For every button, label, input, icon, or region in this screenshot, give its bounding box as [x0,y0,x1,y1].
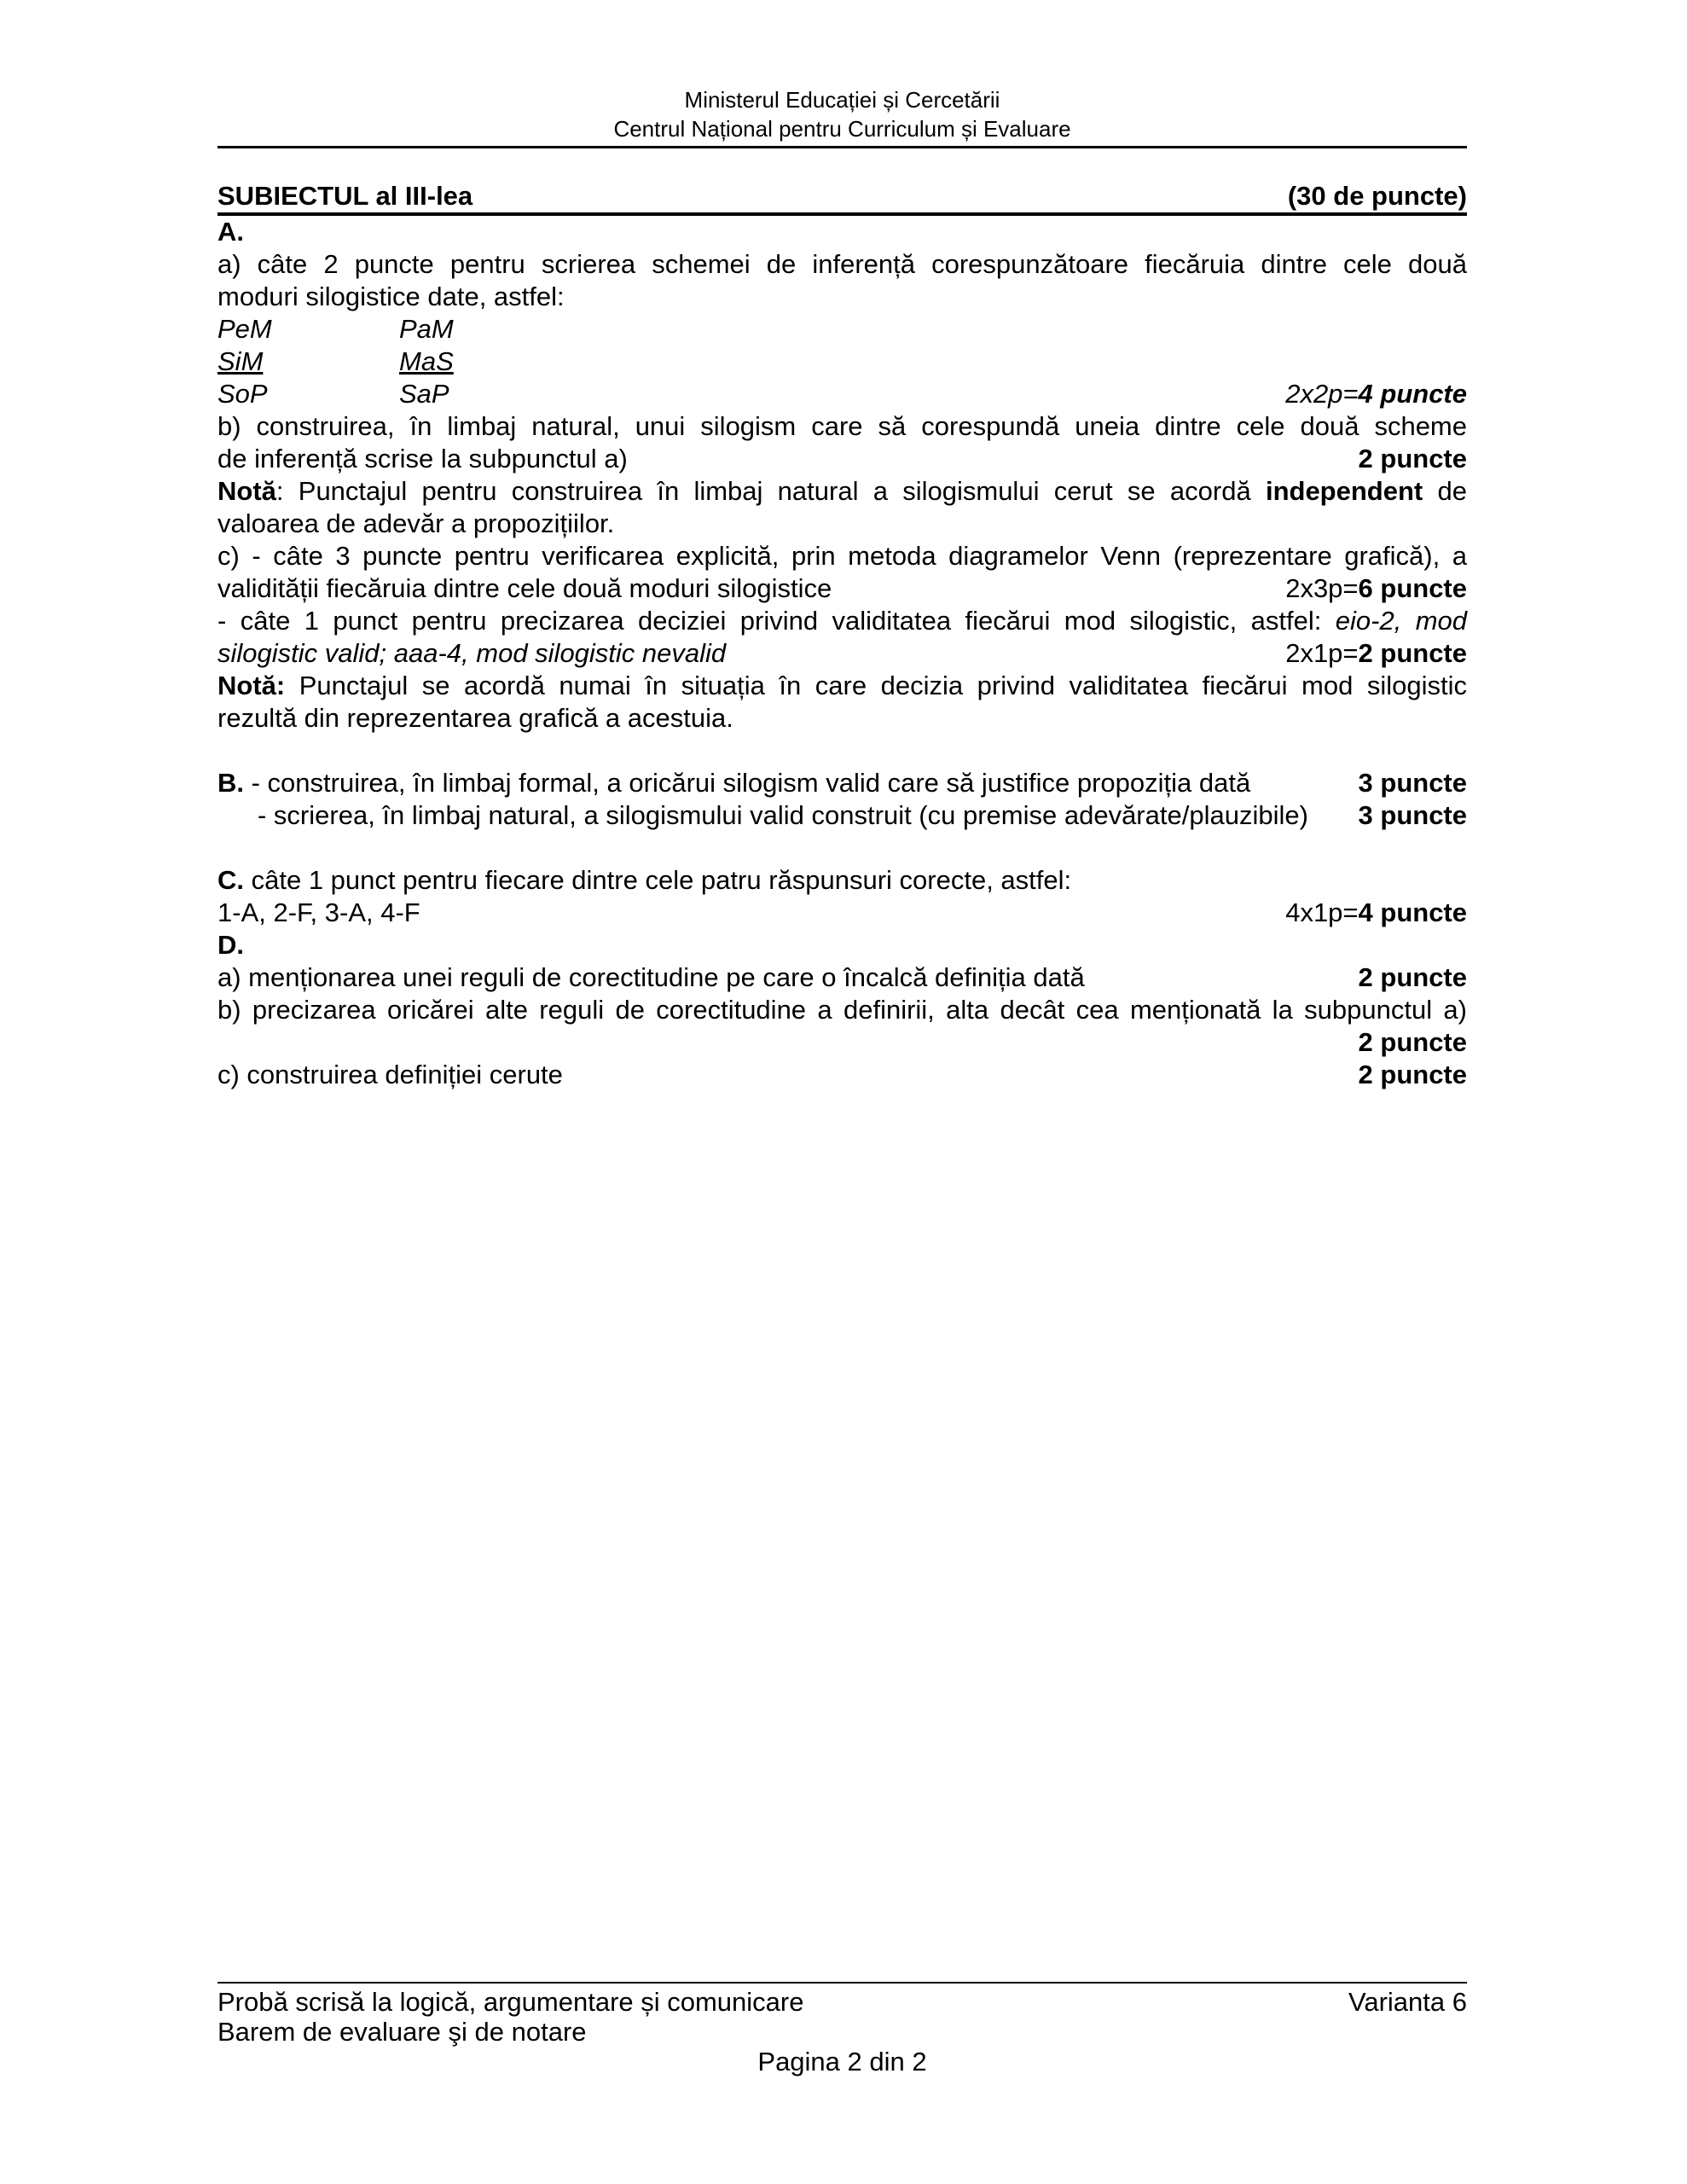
section-d-b-points: 2 puncte [1358,1027,1467,1057]
item-c-line-1: c) - câte 3 puncte pentru verificarea explicită, prin metoda diagramelor Venn (reprezentare grafică), a [217,541,1467,571]
section-c-points-formula: 4x1p= [1285,897,1359,927]
subject-title-row [217,180,1467,216]
note-2-line-1: Notă: Punctajul se acordă numai în situația în care decizia privind validitatea fiecărui mod silogistic [217,671,1467,700]
item-c-line-3: - câte 1 punct pentru precizarea deciziei privind validitatea fiecărui mod silogistic, astfel: eio-2, mod [217,606,1467,636]
section-c-answers: 1-A, 2-F, 3-A, 4-F [217,897,420,927]
section-d-c-points: 2 puncte [1358,1060,1467,1089]
item-a-points-formula: 2x2p= [1285,379,1359,409]
section-a-label: A. [217,217,244,247]
section-b-label: B. [217,768,244,798]
section-d-a-points: 2 puncte [1358,962,1467,992]
page-footer [217,1982,1467,2077]
scheme-premise-2-left: SiM [217,346,264,376]
header-ministry: Ministerul Educației și Cercetării [684,87,1000,113]
page-header [217,0,1467,148]
note-2-line-2: rezultă din reprezentarea grafică a acestuia. [217,703,733,733]
item-c-points-formula-2: 2x1p= [1285,638,1359,668]
note-1-emphasis: independent [1265,476,1423,506]
footer-variant: Varianta 6 [1348,1987,1467,2017]
header-center: Centrul Național pentru Curriculum și Evaluare [613,116,1071,142]
footer-exam-name: Probă scrisă la logică, argumentare și comunicare [217,1987,804,2017]
scheme-conclusion-left: SoP [217,379,268,409]
item-c-line-2: validității fiecăruia dintre cele două moduri silogistice 2x3p=6 puncte [217,573,1467,603]
scheme-premise-2-right: MaS [399,346,454,376]
blank-line [217,832,1467,864]
section-d-label: D. [217,930,244,960]
item-c-points-value-1: 6 puncte [1358,573,1467,603]
scheme-row-2 [217,346,1467,378]
item-c-points-value-2: 2 puncte [1358,638,1467,668]
footer-row-1 [217,1987,1467,2017]
item-c-points-2 [1285,637,1467,670]
section-d-b-points-line [217,1026,1467,1059]
note-2-label: Notă: [217,671,286,700]
scheme-premise-1-right: PaM [399,314,454,344]
section-c-points-value: 4 puncte [1358,897,1467,927]
scheme-premise-1-left: PeM [217,314,272,344]
section-b-points-2: 3 puncte [1358,800,1467,830]
subject-title: SUBIECTUL al III-lea [217,181,473,211]
scheme-row-3 [217,378,1467,410]
scheme-row-1 [217,313,1467,346]
item-a-points [1285,378,1467,410]
item-c-points-formula-1: 2x3p= [1285,573,1359,603]
section-b-points-1: 3 puncte [1358,768,1467,798]
item-b-points-value: 2 puncte [1358,444,1467,473]
item-a-points-value: 4 puncte [1358,379,1467,409]
scheme-conclusion-right: SaP [399,379,449,409]
item-b-line-1: b) construirea, în limbaj natural, unui silogism care să corespundă uneia dintre cele două scheme [217,411,1467,441]
item-c-line-4: silogistic valid; aaa-4, mod silogistic nevalid 2x1p=2 puncte [217,638,1467,668]
section-c-label: C. [217,865,244,895]
section-c-points [1285,897,1467,929]
section-c-answers-line [217,897,1467,929]
section-b-line-2: - scrierea, în limbaj natural, a silogismului valid construit (cu premise adevărate/plauzibile) 3 puncte [258,800,1467,830]
footer-page-number: Pagina 2 din 2 [757,2047,927,2077]
item-c-points-1 [1285,572,1467,605]
item-a-line-1: a) câte 2 puncte pentru scrierea schemei de inferență corespunzătoare fiecăruia dintre cele două [217,249,1467,279]
section-c-line-1: C. câte 1 punct pentru fiecare dintre cele patru răspunsuri corecte, astfel: [217,865,1072,895]
item-b-line-2: de inferență scrise la subpunctul a) 2 puncte [217,444,1467,473]
section-b-line-1: B. - construirea, în limbaj formal, a oricărui silogism valid care să justifice propoziția dată 3 puncte [217,768,1467,798]
note-1-line-1: Notă: Punctajul pentru construirea în limbaj natural a silogismului cerut se acordă independent de [217,476,1467,506]
section-d-item-c: c) construirea definiției cerute 2 puncte [217,1060,1467,1089]
subject-total-points: (30 de puncte) [1287,181,1467,211]
item-a-line-2: moduri silogistice date, astfel: [217,282,565,311]
note-1-line-2: valoarea de adevăr a propozițiilor. [217,508,615,538]
section-d-item-a: a) menționarea unei reguli de corectitudine pe care o încalcă definiția dată 2 puncte [217,962,1467,992]
blank-line [217,735,1467,767]
note-1-label: Notă [217,476,276,506]
footer-doc-type: Barem de evaluare şi de notare [217,2017,587,2047]
section-d-item-b: b) precizarea oricărei alte reguli de corectitudine a definirii, alta decât cea menționată la subpunctul a) [217,995,1467,1025]
